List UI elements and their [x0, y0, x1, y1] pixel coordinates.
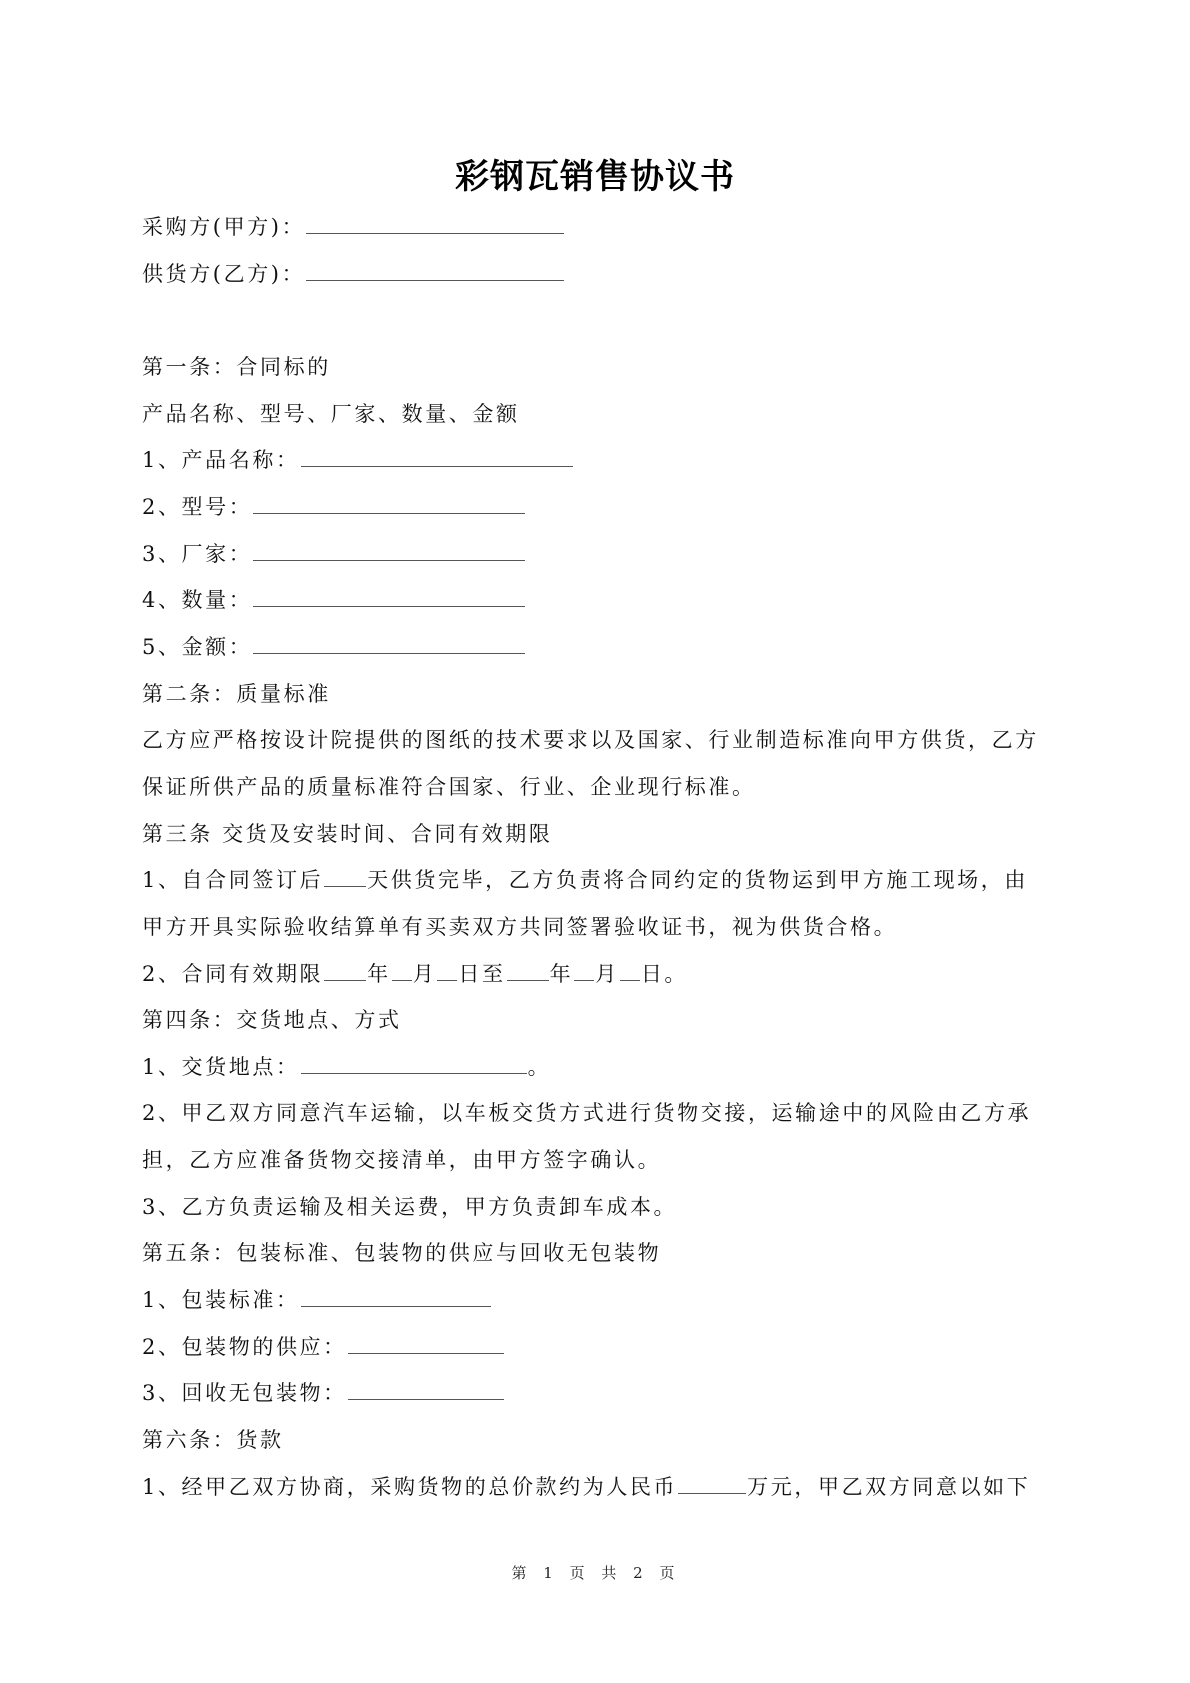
article4-heading: 第四条：交货地点、方式 [142, 1008, 402, 1033]
model-field[interactable] [253, 497, 525, 514]
article3-item1 [142, 857, 1062, 904]
start-month-field[interactable] [392, 964, 412, 981]
item-label: 5、金额： [142, 634, 253, 659]
article5-item [142, 1277, 1062, 1324]
item-label: 2、型号： [142, 494, 253, 519]
text: 1、自合同签订后 [142, 868, 324, 893]
text: 日至 [458, 961, 506, 986]
article1-item [142, 437, 1062, 484]
text: 日。 [640, 961, 689, 986]
text: 1、交货地点： [142, 1054, 300, 1079]
article1-summary: 产品名称、型号、厂家、数量、金额 [142, 401, 520, 426]
article1-item [142, 484, 1062, 531]
text: 万元，甲乙双方同意以如下 [747, 1474, 1031, 1499]
seller-line [142, 251, 1062, 298]
article1-item [142, 531, 1062, 578]
article5-item [142, 1370, 1062, 1417]
spacer [142, 297, 1062, 344]
end-year-field[interactable] [507, 964, 549, 981]
text: 天供货完毕，乙方负责将合同约定的货物运到甲方施工现场，由 [367, 868, 1028, 893]
packaging-supply-field[interactable] [348, 1337, 504, 1354]
text: 月 [595, 961, 619, 986]
item-label: 3、回收无包装物： [142, 1381, 347, 1406]
seller-field[interactable] [306, 264, 564, 281]
article6-heading: 第六条：货款 [142, 1428, 284, 1453]
item-label: 3、厂家： [142, 541, 253, 566]
article4-item2: 2、甲乙双方同意汽车运输，以车板交货方式进行货物交接，运输途中的风险由乙方承 [142, 1101, 1032, 1126]
article2-text: 乙方应严格按设计院提供的图纸的技术要求以及国家、行业制造标准向甲方供货，乙方 [142, 728, 1039, 753]
text: 1、经甲乙双方协商，采购货物的总价款约为人民币 [142, 1474, 678, 1499]
text: 。 [527, 1054, 552, 1079]
article5-heading: 第五条：包装标准、包装物的供应与回收无包装物 [142, 1241, 662, 1266]
article4-item3: 3、乙方负责运输及相关运费，甲方负责卸车成本。 [142, 1194, 678, 1219]
text: 年 [549, 961, 574, 986]
article3-heading: 第三条 交货及安装时间、合同有效期限 [142, 821, 553, 846]
article5-item [142, 1324, 1062, 1371]
article2-heading: 第二条：质量标准 [142, 681, 331, 706]
end-month-field[interactable] [574, 964, 594, 981]
buyer-field[interactable] [306, 217, 564, 234]
page-number: 第 1 页 共 2 页 [511, 1564, 679, 1582]
manufacturer-field[interactable] [253, 544, 525, 561]
article6-item1 [142, 1464, 1062, 1511]
article1-item [142, 577, 1062, 624]
item-label: 1、产品名称： [142, 448, 300, 473]
item-label: 1、包装标准： [142, 1288, 300, 1313]
item-label: 2、包装物的供应： [142, 1334, 347, 1359]
packaging-standard-field[interactable] [301, 1290, 491, 1307]
text: 年 [367, 961, 391, 986]
article2-text: 保证所供产品的质量标准符合国家、行业、企业现行标准。 [142, 774, 756, 799]
article4-item1 [142, 1044, 1062, 1091]
article3-item1-cont: 甲方开具实际验收结算单有买卖双方共同签署验收证书，视为供货合格。 [142, 914, 898, 939]
delivery-location-field[interactable] [301, 1057, 527, 1074]
buyer-line [142, 204, 1062, 251]
quantity-field[interactable] [253, 590, 525, 607]
amount-field[interactable] [253, 637, 525, 654]
item-label: 4、数量： [142, 588, 253, 613]
end-day-field[interactable] [620, 964, 640, 981]
buyer-label: 采购方(甲方)： [142, 215, 306, 239]
article1-item [142, 624, 1062, 671]
total-price-field[interactable] [678, 1477, 746, 1494]
text: 月 [412, 961, 437, 986]
start-day-field[interactable] [437, 964, 457, 981]
article3-item2 [142, 951, 1062, 998]
packaging-recycle-field[interactable] [348, 1383, 504, 1400]
start-year-field[interactable] [324, 964, 366, 981]
seller-label: 供货方(乙方)： [142, 261, 306, 286]
article4-item2-cont: 担，乙方应准备货物交接清单，由甲方签字确认。 [142, 1148, 662, 1173]
product-name-field[interactable] [301, 450, 573, 467]
document-body [142, 204, 1062, 1510]
document-title: 彩钢瓦销售协议书 [455, 157, 735, 197]
days-field[interactable] [324, 870, 366, 887]
article1-heading: 第一条：合同标的 [142, 354, 331, 379]
text: 2、合同有效期限 [142, 961, 324, 986]
